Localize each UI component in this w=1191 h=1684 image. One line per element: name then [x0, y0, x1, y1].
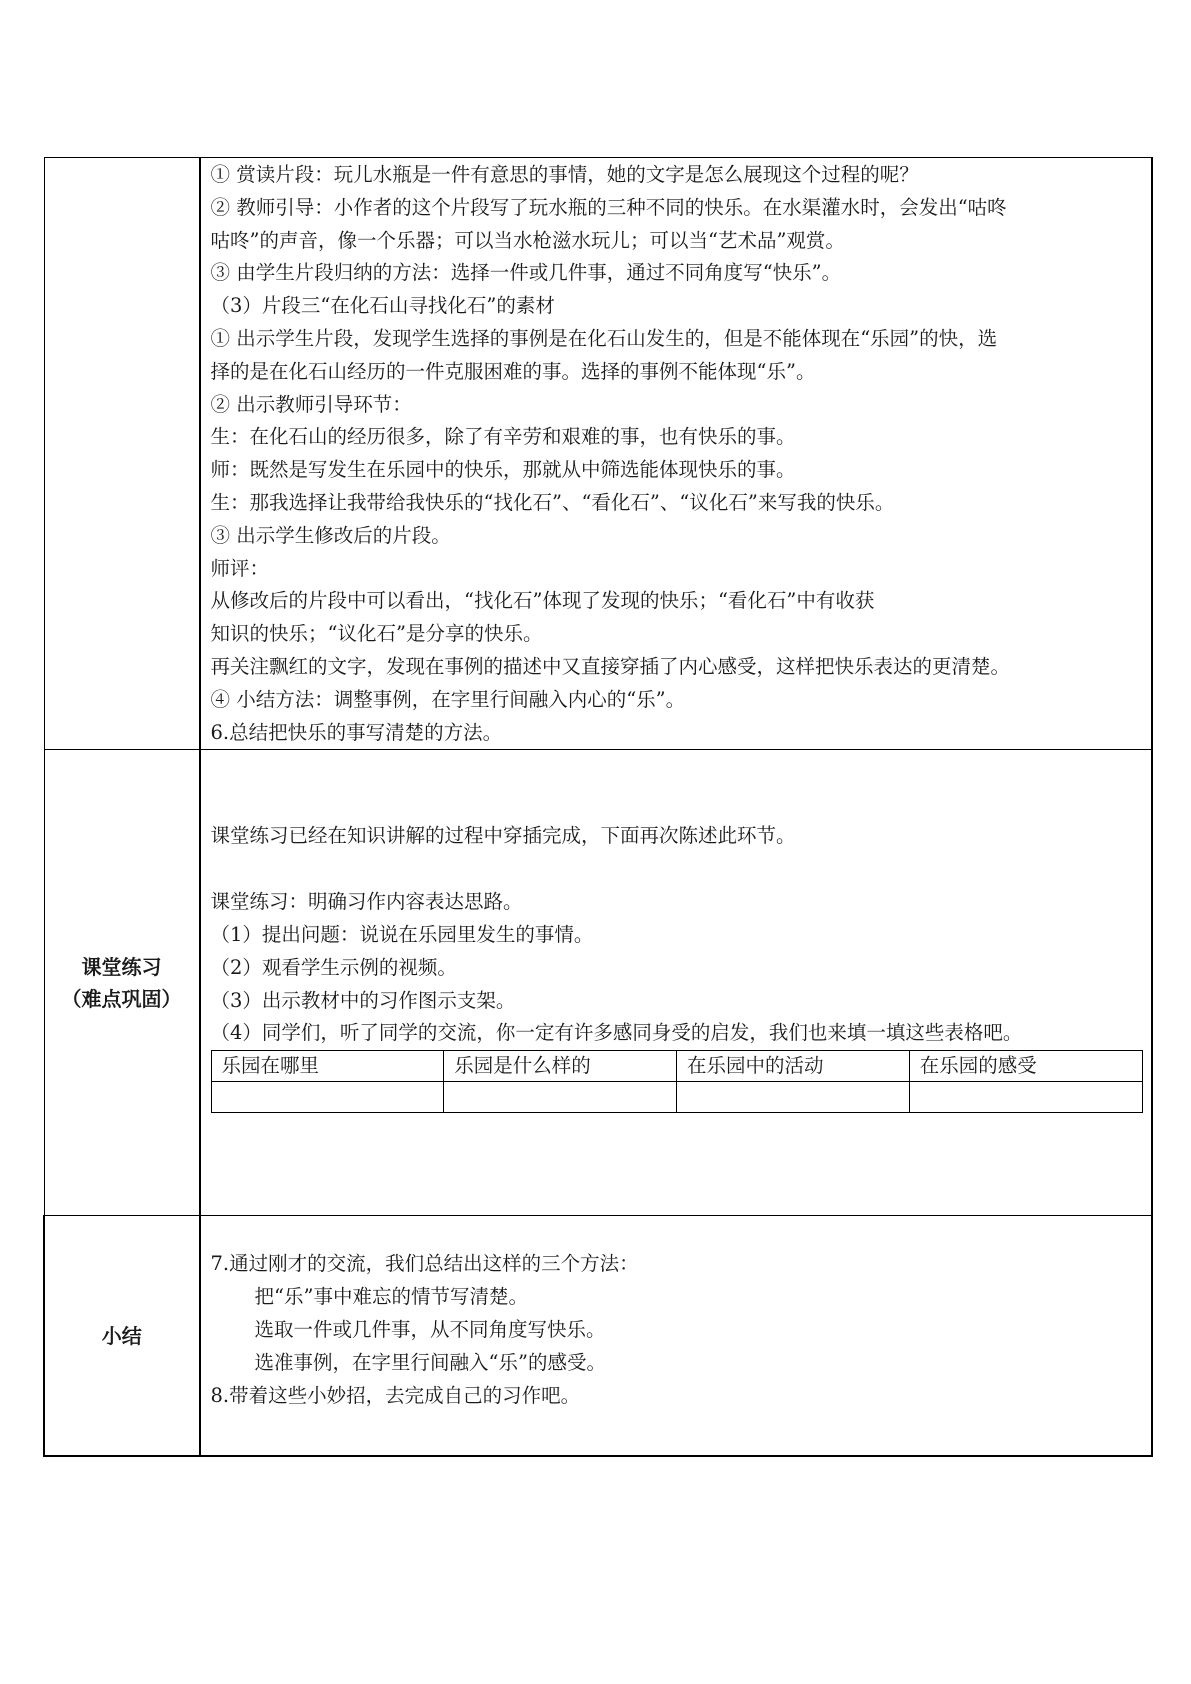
worksheet-empty-cell — [909, 1082, 1142, 1113]
text-line: （1）提出问题：说说在乐园里发生的事情。 — [210, 922, 594, 946]
worksheet-empty-cell — [211, 1082, 444, 1113]
section-label-summary: 小结 — [44, 1216, 200, 1457]
text-line: 生：那我选择让我带给我快乐的“找化石”、“看化石”、“议化石”来写我的快乐。 — [210, 490, 895, 514]
text-line: ③ 由学生片段归纳的方法：选择一件或几件事，通过不同角度写“快乐”。 — [210, 261, 842, 285]
text-line: ② 教师引导：小作者的这个片段写了玩水瓶的三种不同的快乐。在水渠灌水时，会发出“咕咚 — [210, 195, 1007, 219]
text-line: 咕咚”的声音，像一个乐器；可以当水枪滋水玩儿；可以当“艺术品”观赏。 — [210, 228, 845, 252]
text-line: 知识的快乐；“议化石”是分享的快乐。 — [210, 622, 543, 646]
text-line: ① 赏读片段：玩儿水瓶是一件有意思的事情，她的文字是怎么展现这个过程的呢？ — [210, 163, 919, 186]
worksheet-header-cell: 乐园在哪里 — [211, 1051, 444, 1082]
text-line: 8.带着这些小妙招，去完成自己的习作吧。 — [210, 1383, 581, 1407]
section-content-summary — [200, 1216, 1153, 1457]
text-line: ② 出示教师引导环节： — [210, 392, 412, 416]
text-line: （4）同学们，听了同学的交流，你一定有许多感同身受的启发，我们也来填一填这些表格吧。 — [210, 1021, 1023, 1045]
text-line: 生：在化石山的经历很多，除了有辛劳和艰难的事，也有快乐的事。 — [210, 425, 796, 449]
practice-label-line1: 课堂练习 — [81, 954, 162, 979]
practice-label-line2: （难点巩固） — [61, 986, 182, 1011]
text-line: 7.通过刚才的交流，我们总结出这样的三个方法： — [210, 1252, 639, 1276]
text-line: ④ 小结方法：调整事例，在字里行间融入内心的“乐”。 — [210, 687, 686, 711]
section-content-practice — [200, 750, 1153, 1216]
text-line: 选准事例，在字里行间融入“乐”的感受。 — [254, 1350, 606, 1374]
text-line: （3）出示教材中的习作图示支架。 — [210, 988, 516, 1012]
text-line: （3）片段三“在化石山寻找化石”的素材 — [210, 294, 555, 318]
worksheet-empty-cell — [444, 1082, 677, 1113]
worksheet-empty-cell — [677, 1082, 910, 1113]
text-line: ③ 出示学生修改后的片段。 — [210, 523, 451, 547]
activity-worksheet-table — [211, 1050, 1143, 1113]
text-line: 从修改后的片段中可以看出，“找化石”体现了发现的快乐；“看化石”中有收获 — [210, 589, 875, 613]
blank-line — [211, 853, 1142, 886]
section-row-summary — [44, 1216, 1152, 1457]
worksheet-empty-row — [211, 1082, 1142, 1113]
text-line: 选取一件或几件事，从不同角度写快乐。 — [254, 1317, 606, 1341]
practice-intro: 课堂练习已经在知识讲解的过程中穿插完成，下面再次陈述此环节。 — [210, 824, 796, 848]
section-label-empty — [44, 158, 200, 750]
section-content-explanation — [200, 158, 1153, 750]
section-row-practice — [44, 750, 1152, 1216]
worksheet-header-row — [211, 1051, 1142, 1082]
section-row-explanation — [44, 158, 1152, 750]
text-line: 师：既然是写发生在乐园中的快乐，那就从中筛选能体现快乐的事。 — [210, 458, 796, 482]
text-line: 课堂练习：明确习作内容表达思路。 — [210, 890, 523, 914]
text-line: 师评： — [210, 556, 270, 580]
text-line: 择的是在化石山经历的一件克服困难的事。选择的事例不能体现“乐”。 — [210, 359, 816, 383]
text-line: 把“乐”事中难忘的情节写清楚。 — [254, 1285, 528, 1309]
section-label-practice — [44, 750, 200, 1216]
worksheet-header-cell: 在乐园的感受 — [909, 1051, 1142, 1082]
worksheet-header-cell: 乐园是什么样的 — [444, 1051, 677, 1082]
text-line: （2）观看学生示例的视频。 — [210, 955, 457, 979]
text-line: 6.总结把快乐的事写清楚的方法。 — [210, 720, 503, 744]
worksheet-header-cell: 在乐园中的活动 — [677, 1051, 910, 1082]
text-line: 再关注飘红的文字，发现在事例的描述中又直接穿插了内心感受，这样把快乐表达的更清楚。 — [210, 654, 1011, 678]
lesson-plan-table — [43, 157, 1153, 1457]
text-line: ① 出示学生片段，发现学生选择的事例是在化石山发生的，但是不能体现在“乐园”的快，选 — [210, 326, 998, 350]
